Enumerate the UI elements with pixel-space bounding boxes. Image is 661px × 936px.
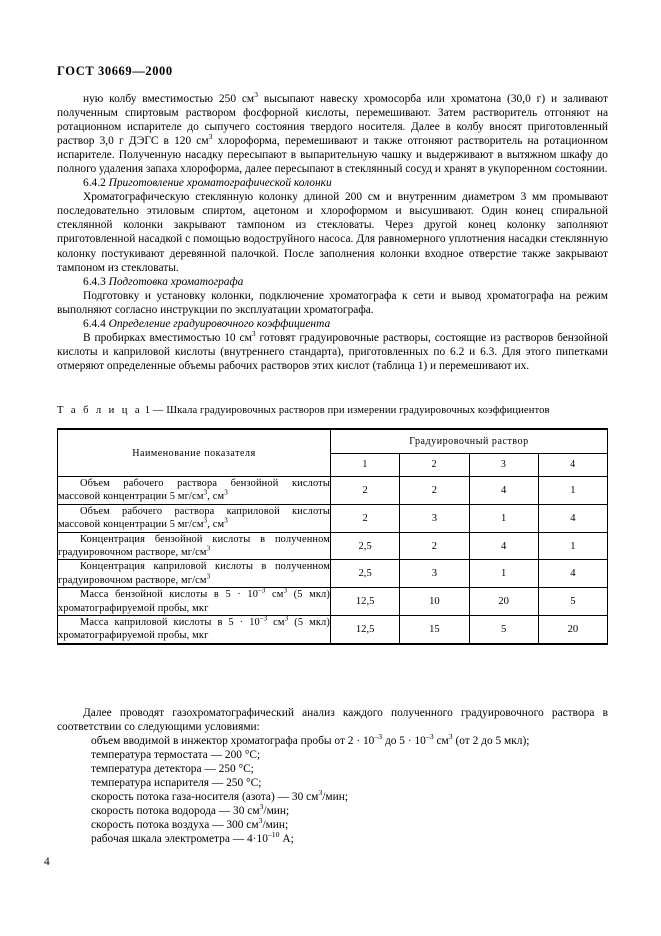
table-row bbox=[58, 477, 608, 505]
table-caption-label: Т а б л и ц а bbox=[57, 405, 142, 416]
row-label: Масса бензойной кислоты в $5 \cdot 10^{-3}$ $см^3$ (5 мкл) хроматографируемой пробы, мкг bbox=[58, 586, 330, 614]
row-value: 12,5 bbox=[331, 616, 400, 644]
paragraph-continuation: ную колбу вместимостью 250 $см^3$ высыпают навеску хромосорба или хроматона (30,0 г) и заливают полученным спиртовым раствором фосфорной кислоты, перемешивают. Затем растворитель отгоняют на ротационном испарителе до сыпучего состояния твердого носителя. Далее в колбу вносят приготовленный раствор 3,0 г ДЭГС в 120 $см^3$ хлороформа, перемешивают и также отгоняют растворитель на ротационном испарителе. Полученную насадку пересыпают в выпарительную чашку и выдерживают в вытяжном шкафу до полного удаления запаха хлороформа, далее пересыпают в стеклянный сосуд и хранят в укупоренном состоянии. bbox=[57, 90, 609, 176]
row-value: 1 bbox=[469, 560, 538, 588]
row-value: 20 bbox=[538, 616, 607, 644]
calibration-table-wrapper bbox=[57, 428, 608, 645]
row-value: 10 bbox=[400, 588, 469, 616]
table-caption-number: 1 bbox=[144, 405, 151, 416]
clause-number: 6.4.2 bbox=[83, 177, 106, 190]
condition-item-3: температура испарителя — 250 °С; bbox=[91, 777, 262, 790]
condition-item-4: скорость потока газа-носителя (азота) — 30 $см^3$/мин; bbox=[91, 788, 348, 804]
clause-title: Приготовление хроматографической колонки bbox=[108, 177, 332, 190]
condition-item-5: скорость потока водорода — 30 $см^3$/мин; bbox=[91, 802, 290, 818]
clause-6-4-2 bbox=[57, 176, 608, 190]
paragraph-6-4-4: В пробирках вместимостью 10 $см^3$ готовят градуировочные растворы, состоящие из растворов бензойной кислоты и каприловой кислоты (внутреннего стандарта), приготовленных по 6.2 и 6.3. Для этого пипетками отмеряют определенные объемы рабочих растворов этих кислот (таблица 1) и перемешивают их. bbox=[57, 329, 608, 372]
row-label: Объем рабочего раствора бензойной кислоты массовой концентрации 5 $мг/см^3$, $см^3$ bbox=[58, 478, 330, 503]
paragraph-6-4-2: Хроматографическую стеклянную колонку длиной 200 см и внутренним диаметром 3 мм промывают последовательно этиловым спиртом, ацетоном и хлороформом и высушивают. Один конец спиральной стеклянной колонки закрывают тампоном из стекловаты. Через другой конец колонку заполняют приготовленной насадкой с помощью водоструйного насоса. Для равномерного уплотнения насадки стеклянную колонку постукивают деревянной палочкой. После заполнения колонки входное отверстие также закрывают тампоном из стекловаты. bbox=[57, 191, 608, 274]
table-caption-dash: — bbox=[152, 405, 164, 416]
table-row bbox=[58, 560, 608, 588]
clause-title: Определение градуировочного коэффициента bbox=[108, 317, 331, 330]
row-value: 2 bbox=[400, 532, 469, 560]
calibration-table bbox=[57, 428, 608, 645]
condition-item-2: температура детектора — 250 °С; bbox=[91, 763, 254, 776]
row-value: 5 bbox=[469, 616, 538, 644]
row-value: 1 bbox=[538, 532, 607, 560]
clause-title: Подготовка хроматографа bbox=[108, 275, 244, 288]
condition-item-1: температура термостата — 200 °С; bbox=[91, 749, 261, 762]
header-solution-1: 1 bbox=[331, 453, 400, 477]
header-solution-4: 4 bbox=[538, 453, 607, 477]
row-value: 4 bbox=[469, 477, 538, 505]
row-value: 3 bbox=[400, 560, 469, 588]
row-label: Концентрация бензойной кислоты в полученном градуировочном растворе, $мг/см^3$ bbox=[58, 533, 330, 559]
clause-number: 6.4.4 bbox=[83, 317, 106, 330]
clause-number: 6.4.3 bbox=[83, 275, 106, 288]
page-number: 4 bbox=[44, 856, 50, 868]
table-caption bbox=[57, 404, 617, 418]
header-solution-2: 2 bbox=[400, 453, 469, 477]
document-body bbox=[57, 92, 608, 373]
table-row bbox=[58, 504, 608, 532]
standard-header: ГОСТ 30669—2000 bbox=[57, 64, 173, 78]
row-value: 5 bbox=[538, 588, 607, 616]
row-value: 4 bbox=[538, 560, 607, 588]
table-head bbox=[58, 429, 608, 477]
row-value: 2,5 bbox=[331, 532, 400, 560]
table-body bbox=[58, 477, 608, 644]
header-solution-3: 3 bbox=[469, 453, 538, 477]
row-label: Масса каприловой кислоты в $5 \cdot 10^{-3}$ $см^3$ (5 мкл) хроматографируемой пробы, мкг bbox=[58, 616, 331, 644]
row-value: 1 bbox=[538, 477, 607, 505]
row-value: 20 bbox=[469, 588, 538, 616]
row-label: Объем рабочего раствора каприловой кислоты массовой концентрации 5 $мг/см^3$, $см^3$ bbox=[58, 505, 330, 531]
clause-6-4-3 bbox=[57, 275, 608, 289]
row-value: 2 bbox=[400, 477, 469, 505]
clause-6-4-4 bbox=[57, 317, 608, 331]
table-row bbox=[58, 532, 608, 560]
row-value: 4 bbox=[469, 532, 538, 560]
condition-item-6: скорость потока воздуха — 300 $см^3$/мин; bbox=[91, 816, 289, 832]
header-group-column: Градуировочный раствор bbox=[331, 429, 608, 453]
condition-item-7: рабочая шкала электрометра — $4\cdot 10^{-10}$ А; bbox=[91, 830, 294, 846]
header-name-column: Наименование показателя bbox=[58, 429, 331, 477]
row-value: 2,5 bbox=[331, 560, 400, 588]
table-row bbox=[58, 616, 608, 644]
paragraph-after-table: Далее проводят газохроматографический анализ каждого полученного градуировочного раствора в соответствии со следующими условиями: bbox=[57, 707, 608, 734]
row-value: 12,5 bbox=[331, 588, 400, 616]
table-caption-text: Шкала градуировочных растворов при измерении градуировочных коэффициентов bbox=[166, 405, 550, 416]
row-value: 3 bbox=[400, 504, 469, 532]
paragraph-6-4-3: Подготовку и установку колонки, подключение хроматографа к сети и вывод хроматографа на режим выполняют согласно инструкции по эксплуатации хроматографа. bbox=[57, 289, 608, 316]
row-value: 4 bbox=[538, 504, 607, 532]
row-label: Концентрация каприловой кислоты в полученном градуировочном растворе, $мг/см^3$ bbox=[58, 561, 330, 586]
row-value: 1 bbox=[469, 504, 538, 532]
post-table-content bbox=[57, 706, 608, 846]
row-value: 15 bbox=[400, 616, 469, 644]
table-row bbox=[58, 588, 608, 616]
row-value: 2 bbox=[331, 477, 400, 505]
table-header-row-top bbox=[58, 429, 608, 453]
row-value: 2 bbox=[331, 504, 400, 532]
condition-item-0: объем вводимой в инжектор хроматографа пробы от $2 \cdot 10^{-3}$ до $5 \cdot 10^{-3}$ $см^3$ (от 2 до 5 мкл); bbox=[91, 732, 530, 748]
